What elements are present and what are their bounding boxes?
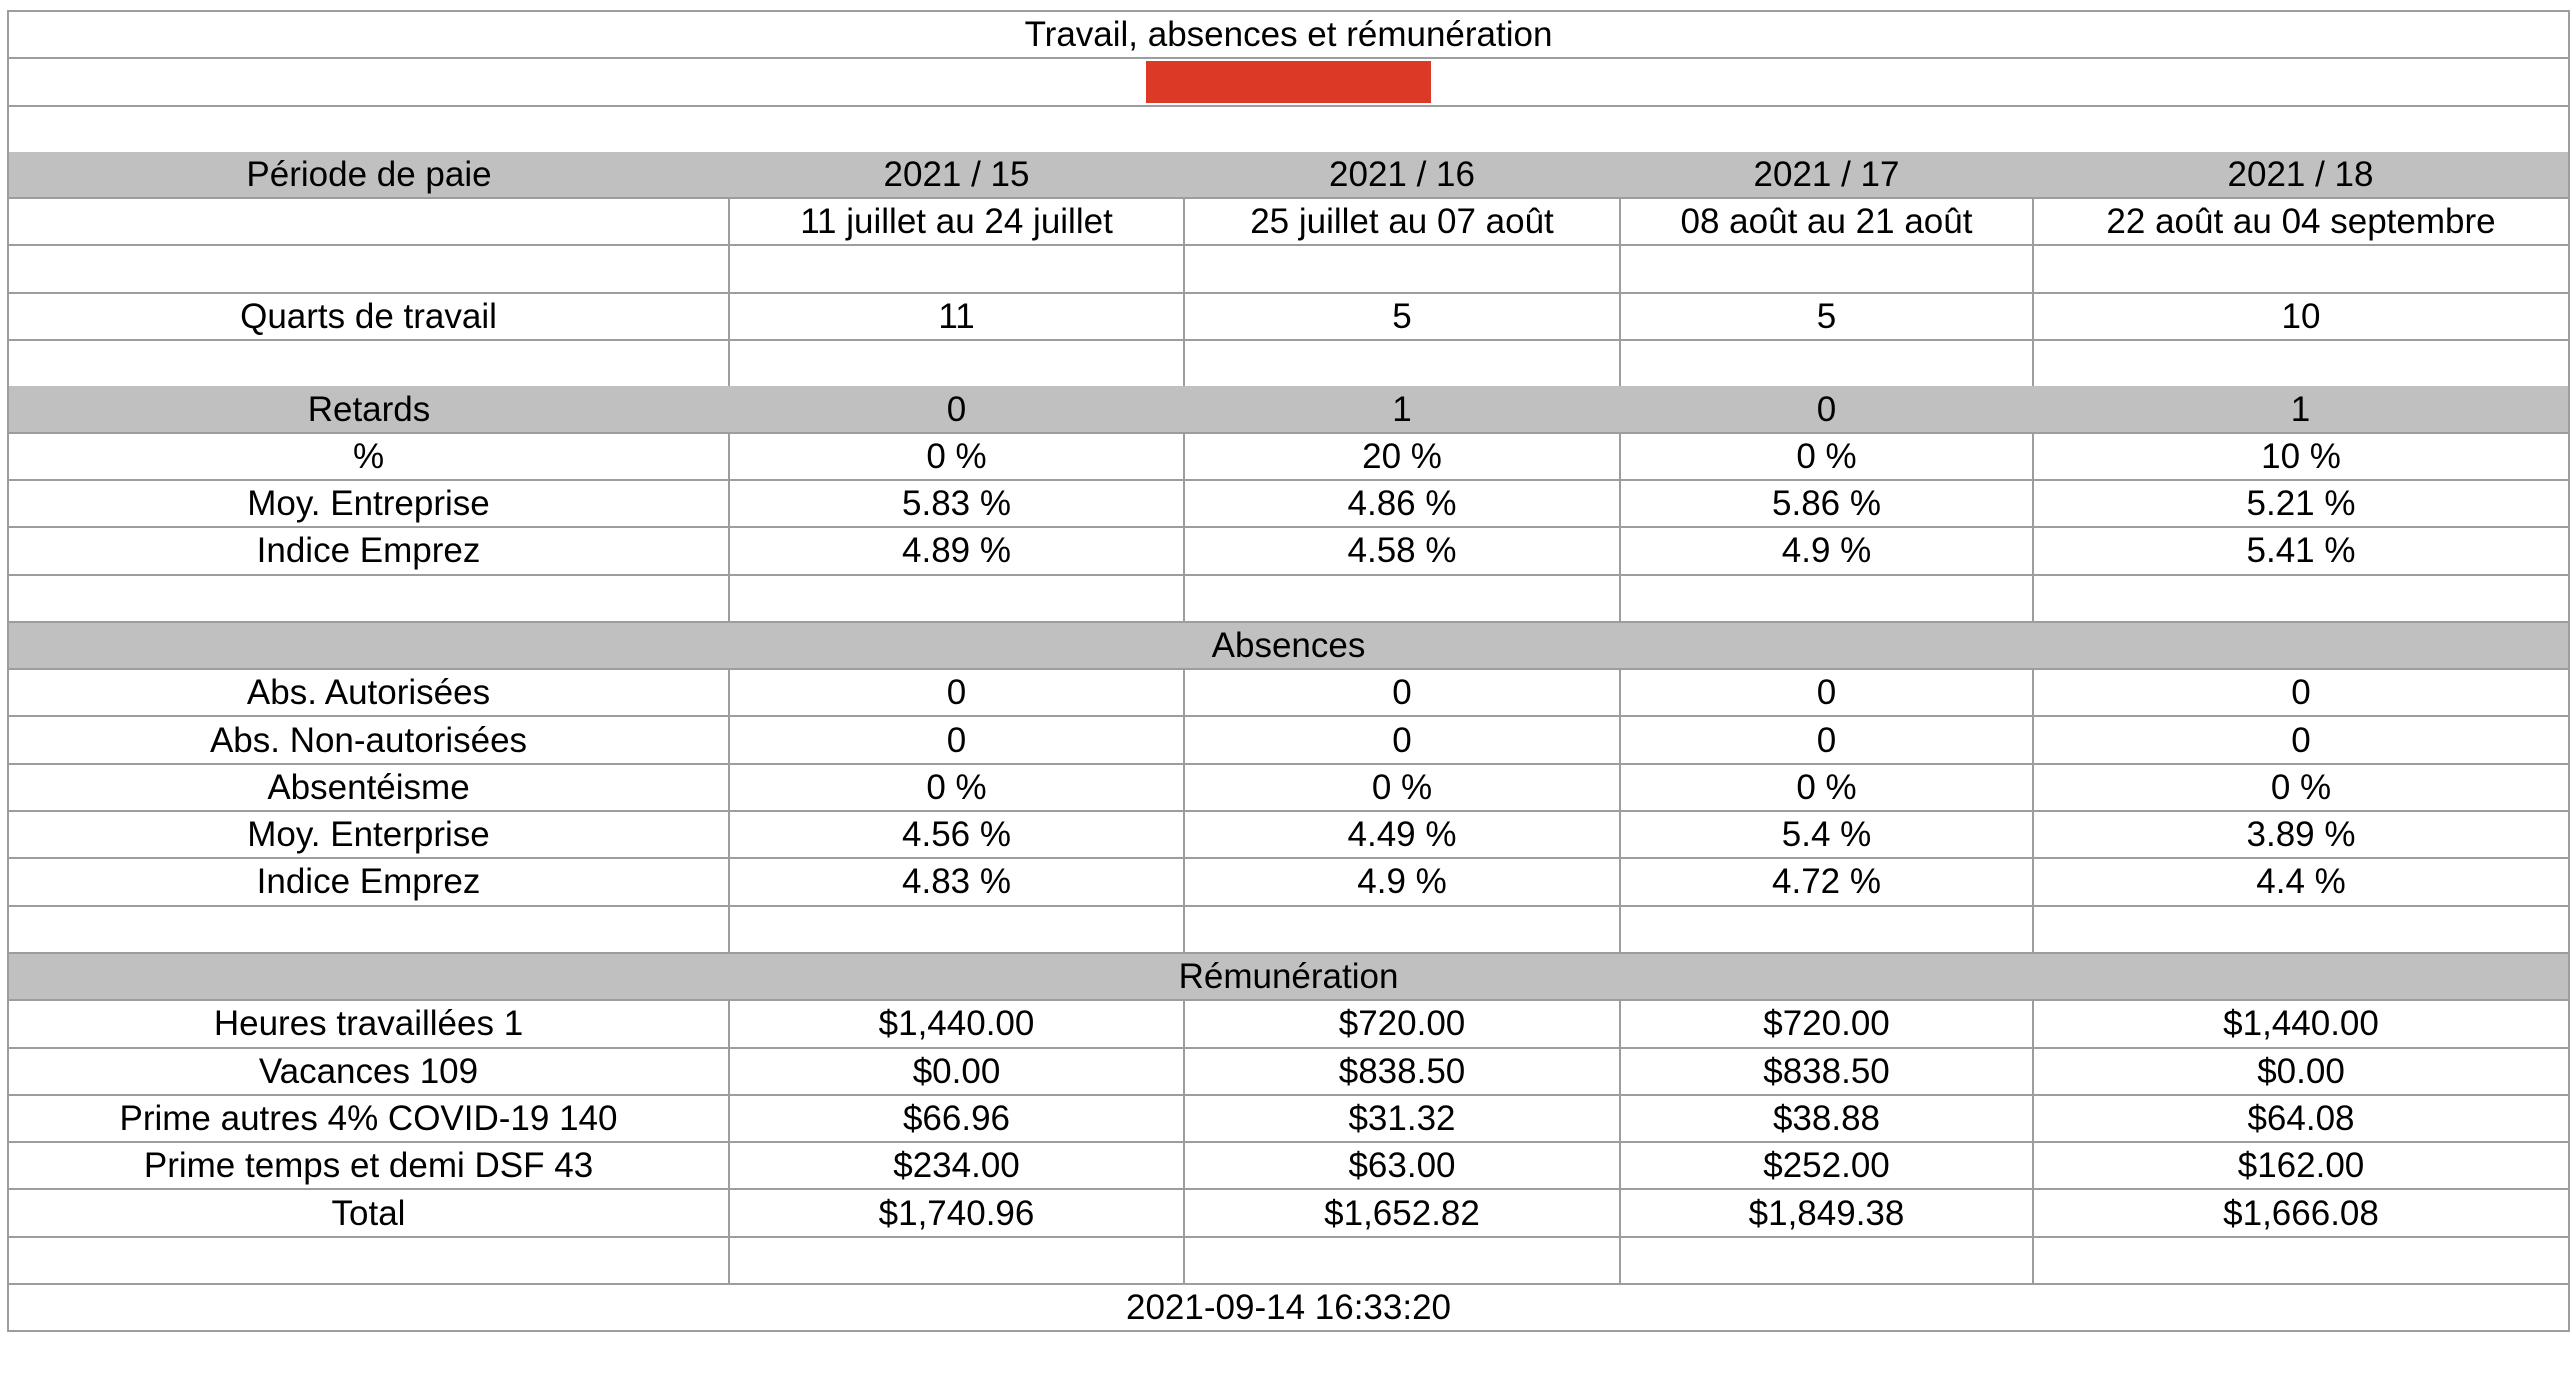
row-label: Abs. Autorisées bbox=[8, 669, 729, 716]
row-label: Prime temps et demi DSF 43 bbox=[8, 1142, 729, 1189]
cell-value: $162.00 bbox=[2033, 1142, 2569, 1189]
spacer-row bbox=[8, 906, 2569, 953]
cell-value: 0 % bbox=[1184, 764, 1620, 811]
cell-value: $63.00 bbox=[1184, 1142, 1620, 1189]
spacer-row bbox=[8, 340, 2569, 386]
cell-value: 1 bbox=[1184, 386, 1620, 432]
remuneration-header-row bbox=[8, 953, 2569, 1000]
row-label: Absentéisme bbox=[8, 764, 729, 811]
cell-value: 20 % bbox=[1184, 433, 1620, 480]
row-label: Abs. Non-autorisées bbox=[8, 716, 729, 763]
row-label: Indice Emprez bbox=[8, 527, 729, 574]
cell-value: 4.56 % bbox=[729, 811, 1184, 858]
cell-value: $1,849.38 bbox=[1620, 1189, 2033, 1236]
cell-value: $0.00 bbox=[729, 1048, 1184, 1095]
row-label: Moy. Enterprise bbox=[8, 811, 729, 858]
period-range-row bbox=[8, 198, 2569, 245]
row-label: Heures travaillées 1 bbox=[8, 1000, 729, 1047]
cell-value: 5.4 % bbox=[1620, 811, 2033, 858]
cell-value: 4.49 % bbox=[1184, 811, 1620, 858]
cell-value: 4.58 % bbox=[1184, 527, 1620, 574]
row-label: Total bbox=[8, 1189, 729, 1236]
report-table bbox=[7, 10, 2570, 1332]
period-label: Période de paie bbox=[8, 152, 729, 198]
cell-value: 0 % bbox=[729, 764, 1184, 811]
cell-value: 5 bbox=[1620, 293, 2033, 340]
cell-value: 5 bbox=[1184, 293, 1620, 340]
cell-value: 0 % bbox=[1620, 764, 2033, 811]
absences-absenteisme-row bbox=[8, 764, 2569, 811]
cell-value: 0 % bbox=[2033, 764, 2569, 811]
remuneration-total-row bbox=[8, 1189, 2569, 1236]
cell-value: $252.00 bbox=[1620, 1142, 2033, 1189]
cell-value: 4.83 % bbox=[729, 858, 1184, 905]
cell-value: 0 bbox=[2033, 716, 2569, 763]
row-label: % bbox=[8, 433, 729, 480]
quarts-row bbox=[8, 293, 2569, 340]
timestamp-row bbox=[8, 1284, 2569, 1331]
period-code-row bbox=[8, 152, 2569, 198]
report-title: Travail, absences et rémunération bbox=[8, 11, 2569, 58]
row-label: Retards bbox=[8, 386, 729, 432]
cell-value: 4.9 % bbox=[1620, 527, 2033, 574]
spacer-row bbox=[8, 575, 2569, 622]
cell-value: $1,740.96 bbox=[729, 1189, 1184, 1236]
cell-value: 0 bbox=[1184, 716, 1620, 763]
cell-value: 0 % bbox=[729, 433, 1184, 480]
cell-value: $1,440.00 bbox=[729, 1000, 1184, 1047]
cell-value: $720.00 bbox=[1620, 1000, 2033, 1047]
report-timestamp: 2021-09-14 16:33:20 bbox=[8, 1284, 2569, 1331]
period-range: 25 juillet au 07 août bbox=[1184, 198, 1620, 245]
spacer-row bbox=[8, 245, 2569, 292]
spacer-row bbox=[8, 1237, 2569, 1284]
cell-value: 0 bbox=[1620, 716, 2033, 763]
absences-indice-row bbox=[8, 858, 2569, 905]
period-code: 2021 / 16 bbox=[1184, 152, 1620, 198]
row-label: Prime autres 4% COVID-19 140 bbox=[8, 1095, 729, 1142]
cell-value: 0 bbox=[2033, 669, 2569, 716]
remuneration-heures-row bbox=[8, 1000, 2569, 1047]
cell-value: 3.89 % bbox=[2033, 811, 2569, 858]
period-range: 11 juillet au 24 juillet bbox=[729, 198, 1184, 245]
absences-non-autorisees-row bbox=[8, 716, 2569, 763]
row-label: Moy. Entreprise bbox=[8, 480, 729, 527]
cell-value: $1,440.00 bbox=[2033, 1000, 2569, 1047]
cell-value: 10 bbox=[2033, 293, 2569, 340]
cell-value: 4.4 % bbox=[2033, 858, 2569, 905]
highlight-row bbox=[8, 58, 2569, 105]
red-highlight-bar bbox=[1146, 61, 1431, 103]
row-label: Indice Emprez bbox=[8, 858, 729, 905]
cell-value: 0 bbox=[729, 386, 1184, 432]
cell-value: 4.72 % bbox=[1620, 858, 2033, 905]
cell-value: $66.96 bbox=[729, 1095, 1184, 1142]
cell-value: 5.83 % bbox=[729, 480, 1184, 527]
cell-value: 11 bbox=[729, 293, 1184, 340]
cell-value: $31.32 bbox=[1184, 1095, 1620, 1142]
cell-value: 5.21 % bbox=[2033, 480, 2569, 527]
period-code: 2021 / 15 bbox=[729, 152, 1184, 198]
cell-value: 10 % bbox=[2033, 433, 2569, 480]
cell-value: 0 bbox=[1620, 669, 2033, 716]
row-label: Vacances 109 bbox=[8, 1048, 729, 1095]
cell-value: 4.89 % bbox=[729, 527, 1184, 574]
section-header-remuneration: Rémunération bbox=[8, 953, 2569, 1000]
remuneration-prime-temps-row bbox=[8, 1142, 2569, 1189]
cell-value: $720.00 bbox=[1184, 1000, 1620, 1047]
period-code: 2021 / 18 bbox=[2033, 152, 2569, 198]
cell-value: $838.50 bbox=[1184, 1048, 1620, 1095]
cell-value: 4.9 % bbox=[1184, 858, 1620, 905]
cell-value: 0 bbox=[729, 669, 1184, 716]
cell-value: 5.41 % bbox=[2033, 527, 2569, 574]
cell-value: 0 bbox=[1184, 669, 1620, 716]
spacer-row bbox=[8, 106, 2569, 152]
cell-value: 0 bbox=[1620, 386, 2033, 432]
row-label: Quarts de travail bbox=[8, 293, 729, 340]
cell-value: 4.86 % bbox=[1184, 480, 1620, 527]
cell-value: 1 bbox=[2033, 386, 2569, 432]
retards-pct-row bbox=[8, 433, 2569, 480]
cell-value: $64.08 bbox=[2033, 1095, 2569, 1142]
cell-value: $38.88 bbox=[1620, 1095, 2033, 1142]
title-row bbox=[8, 11, 2569, 58]
retards-row bbox=[8, 386, 2569, 432]
period-range: 22 août au 04 septembre bbox=[2033, 198, 2569, 245]
period-range: 08 août au 21 août bbox=[1620, 198, 2033, 245]
cell-value: $838.50 bbox=[1620, 1048, 2033, 1095]
cell-value: $1,652.82 bbox=[1184, 1189, 1620, 1236]
period-code: 2021 / 17 bbox=[1620, 152, 2033, 198]
retards-moy-row bbox=[8, 480, 2569, 527]
absences-moy-row bbox=[8, 811, 2569, 858]
section-header-absences: Absences bbox=[8, 622, 2569, 669]
retards-indice-row bbox=[8, 527, 2569, 574]
remuneration-prime-covid-row bbox=[8, 1095, 2569, 1142]
remuneration-vacances-row bbox=[8, 1048, 2569, 1095]
cell-value: 5.86 % bbox=[1620, 480, 2033, 527]
cell-value: $1,666.08 bbox=[2033, 1189, 2569, 1236]
cell-value: 0 % bbox=[1620, 433, 2033, 480]
absences-header-row bbox=[8, 622, 2569, 669]
absences-autorisees-row bbox=[8, 669, 2569, 716]
cell-value: $0.00 bbox=[2033, 1048, 2569, 1095]
cell-value: $234.00 bbox=[729, 1142, 1184, 1189]
cell-value: 0 bbox=[729, 716, 1184, 763]
